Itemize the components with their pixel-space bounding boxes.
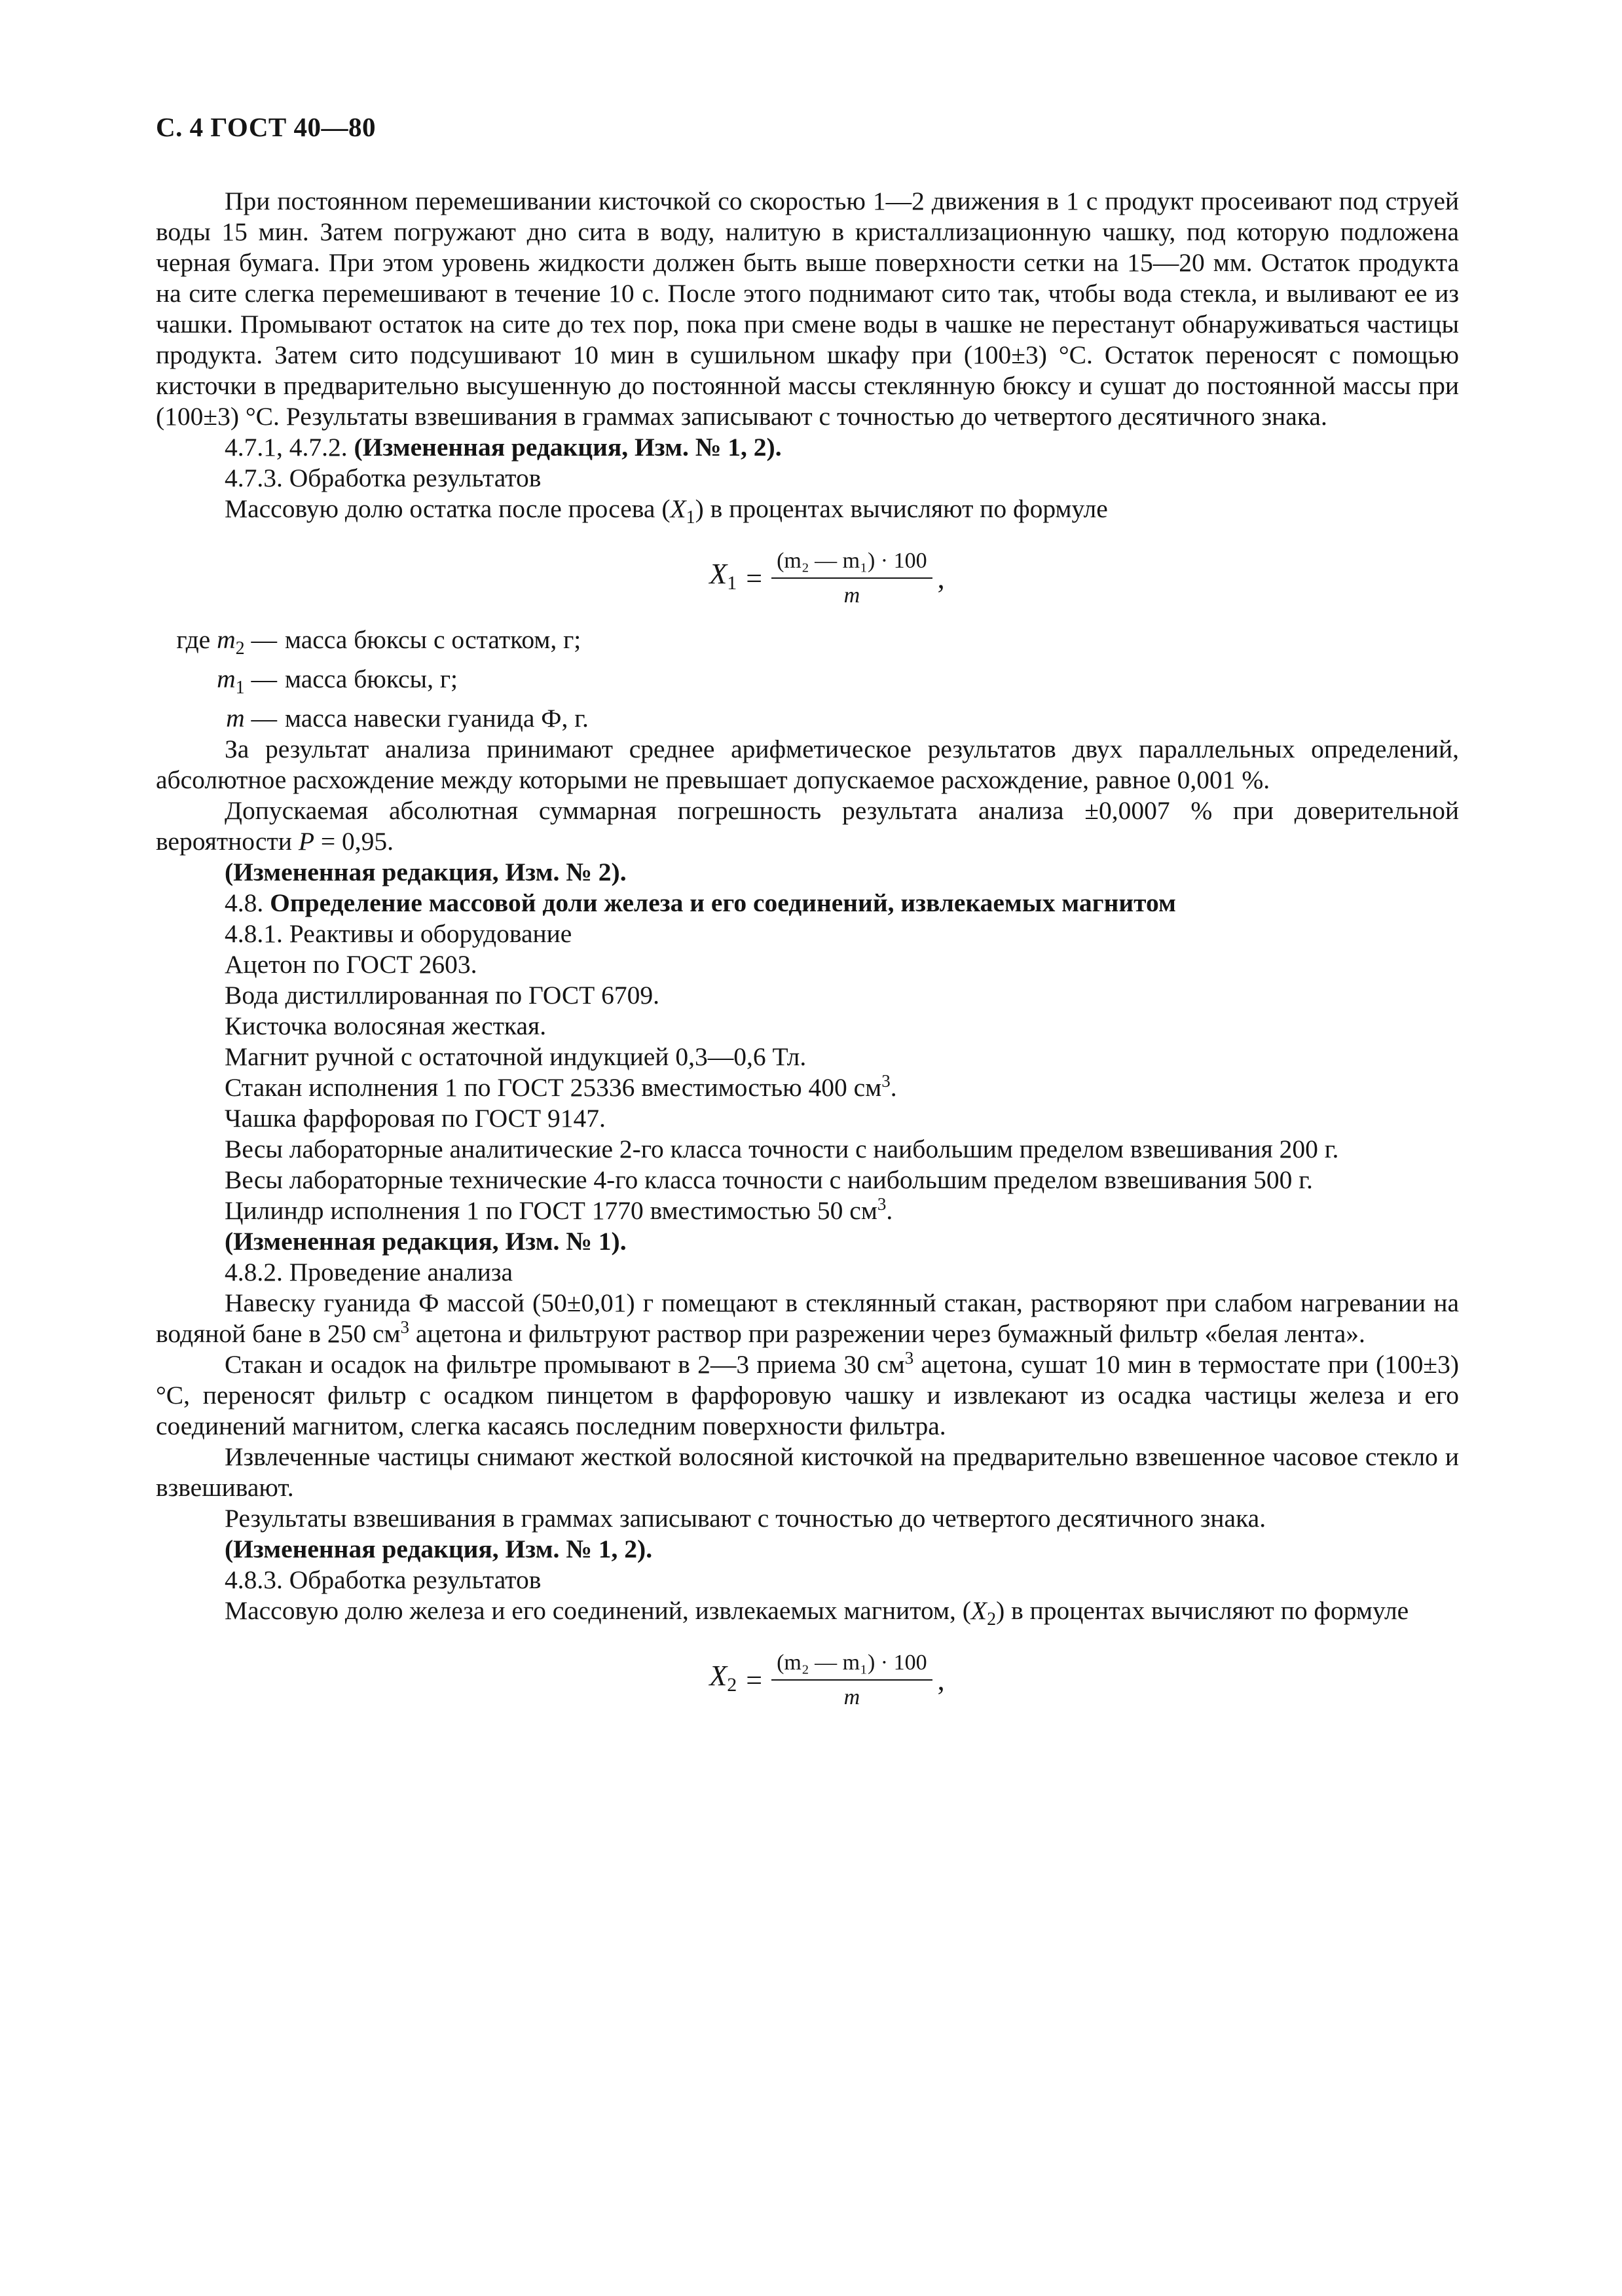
symbol: m	[217, 625, 236, 654]
variable-subscript: 2	[987, 1609, 997, 1630]
text-fragment: Массовую долю железа и его соединений, извлекаемых магнитом, (	[225, 1595, 971, 1625]
definition-text: масса бюксы с остатком, г;	[285, 625, 581, 654]
formula-lhs-subscript: 1	[727, 572, 737, 594]
formula-lhs-subscript: 2	[727, 1674, 737, 1696]
text-fragment: Допускаемая абсолютная суммарная погрешность результата анализа ±0,0007 % при доверительной вероятности	[156, 795, 1459, 856]
clause-4-8-1-title: 4.8.1. Реактивы и оборудование	[225, 919, 572, 948]
formula-comma: ,	[937, 562, 945, 595]
amendment-note: (Измененная редакция, Изм. № 1).	[225, 1226, 627, 1256]
text-fragment: ацетона, сушат 10 мин в термостате при (100±3) °С, переносят фильтр с осадком пинцетом в фарфоровую чашку и извлекают из осадка частицы железа и его соединений магнитом, слегка касаясь последним поверхности фильтра.	[156, 1349, 1459, 1440]
formula-lhs-symbol: X	[709, 1660, 728, 1692]
amendment-label: (Измененная редакция, Изм. № 1, 2).	[354, 433, 782, 462]
formula-numerator: (m₂ — m₁) · 100	[771, 1649, 932, 1681]
paragraph-weighing-precision: Результаты взвешивания в граммах записывают с точностью до четвертого десятичного знака.	[225, 1503, 1266, 1533]
paragraph-particles-weighing: Извлеченные частицы снимают жесткой волосяной кисточкой на предварительно взвешенное часовое стекло и взвешивают.	[156, 1442, 1459, 1502]
symbol-subscript: 2	[235, 638, 245, 659]
formula-intro-x1	[156, 494, 1459, 533]
formula-comma: ,	[937, 1664, 945, 1697]
amendment-note: (Измененная редакция, Изм. № 2).	[225, 857, 627, 886]
clause-4-8-2-title: 4.8.2. Проведение анализа	[225, 1257, 513, 1286]
dash: —	[251, 664, 277, 693]
text-fragment: Массовую долю остатка после просева (	[225, 494, 671, 523]
equipment-item: Кисточка волосяная жесткая.	[225, 1011, 547, 1040]
text-fragment: ) в процентах вычисляют по формуле	[996, 1595, 1409, 1625]
definition-key	[156, 703, 277, 734]
equipment-item	[156, 1195, 1459, 1226]
formula-lhs	[709, 1660, 737, 1700]
superscript: 3	[400, 1317, 410, 1337]
formula-fraction	[771, 547, 932, 610]
section-title: Определение массовой доли железа и его соединений, извлекаемых магнитом	[270, 888, 1176, 917]
definition-text: масса навески гуанида Ф, г.	[285, 703, 589, 733]
text-fragment: Стакан исполнения 1 по ГОСТ 25336 вместимостью 400 см	[225, 1072, 882, 1102]
reagent-item: Ацетон по ГОСТ 2603.	[225, 949, 477, 979]
equals-sign: =	[746, 562, 763, 595]
formula-lhs	[709, 558, 737, 598]
text-fragment: = 0,95.	[314, 826, 394, 856]
definition-key	[156, 664, 277, 703]
formula-x2	[156, 1635, 1459, 1726]
symbol-subscript: 1	[235, 677, 245, 698]
definition-key	[156, 625, 277, 664]
text-fragment: Навеску гуанида Ф массой (50±0,01) г помещают в стеклянный стакан, растворяют при слабом нагревании на водяной бане в 250 см	[156, 1288, 1459, 1348]
where-word: где	[176, 625, 211, 654]
text-fragment: .	[890, 1072, 897, 1102]
amendment-note: (Измененная редакция, Изм. № 1, 2).	[225, 1534, 653, 1563]
superscript: 3	[881, 1070, 891, 1091]
equipment-item: Весы лабораторные аналитические 2-го класса точности с наибольшим пределом взвешивания 200 г.	[225, 1134, 1339, 1163]
equipment-item	[156, 1072, 1459, 1103]
dash: —	[251, 625, 277, 654]
amendment-note-4-7-1	[156, 432, 1459, 463]
text-fragment: ) в процентах вычисляют по формуле	[695, 494, 1108, 523]
text-fragment: Стакан и осадок на фильтре промывают в 2—3 приема 30 см	[225, 1349, 905, 1379]
variable-symbol: X	[970, 1595, 987, 1625]
symbol-definitions	[156, 625, 1459, 734]
paragraph-error-tolerance	[156, 795, 1459, 857]
definition-text: масса бюксы, г;	[285, 664, 458, 693]
paragraph-sample-dissolving	[156, 1288, 1459, 1349]
formula-fraction	[771, 1649, 932, 1712]
page-body	[156, 186, 1459, 1726]
paragraph-result-average: За результат анализа принимают среднее арифметическое результатов двух параллельных определений, абсолютное расхождение между которыми не превышает допускаемое расхождение, равное 0,001 %.	[156, 734, 1459, 794]
superscript: 3	[904, 1347, 914, 1368]
running-header: С. 4 ГОСТ 40—80	[156, 112, 377, 142]
clause-4-8-3-title: 4.8.3. Обработка результатов	[225, 1565, 542, 1594]
variable-subscript: 1	[686, 507, 695, 528]
equipment-item: Чашка фарфоровая по ГОСТ 9147.	[225, 1103, 606, 1133]
section-4-8-heading	[156, 888, 1459, 919]
formula-numerator: (m₂ — m₁) · 100	[771, 547, 932, 579]
equipment-item: Магнит ручной с остаточной индукцией 0,3—0,6 Тл.	[225, 1042, 807, 1071]
variable-symbol: P	[298, 826, 314, 856]
reagent-item: Вода дистиллированная по ГОСТ 6709.	[225, 980, 660, 1010]
dash: —	[251, 703, 277, 733]
variable-symbol: X	[670, 494, 686, 523]
formula-denominator: m	[843, 1685, 860, 1710]
text-fragment: Цилиндр исполнения 1 по ГОСТ 1770 вместимостью 50 см	[225, 1195, 877, 1225]
formula-denominator: m	[843, 583, 860, 608]
symbol: m	[226, 703, 245, 733]
paragraph-filter-washing	[156, 1349, 1459, 1442]
text-fragment: ацетона и фильтруют раствор при разрежении через бумажный фильтр «белая лента».	[409, 1319, 1365, 1348]
symbol: m	[217, 664, 236, 693]
formula-lhs-symbol: X	[709, 558, 728, 591]
equipment-item: Весы лабораторные технические 4-го класса точности с наибольшим пределом взвешивания 500 г.	[225, 1165, 1313, 1194]
formula-intro-x2	[156, 1595, 1459, 1635]
equals-sign: =	[746, 1664, 763, 1697]
text-fragment: .	[886, 1195, 893, 1225]
paragraph-sieving-procedure: При постоянном перемешивании кисточкой со скоростью 1—2 движения в 1 с продукт просеивают под струей воды 15 мин. Затем погружают дно сита в воду, налитую в кристаллизационную чашку, под которую подложена черная бумага. При этом уровень жидкости должен быть выше поверхности сетки на 15—20 мм. Остаток продукта на сите слегка перемешивают в течение 10 с. После этого поднимают сито так, чтобы вода стекла, и выливают ее из чашки. Промывают остаток на сите до тех пор, пока при смене воды в чашке не перестанут обнаруживаться частицы продукта. Затем сито подсушивают 10 мин в сушильном шкафу при (100±3) °С. Остаток переносят с помощью кисточки в предварительно высушенную до постоянной массы стеклянную бюксу и сушат до постоянной массы при (100±3) °С. Результаты взвешивания в граммах записывают с точностью до четвертого десятичного знака.	[156, 187, 1459, 431]
clause-4-7-3-title: 4.7.3. Обработка результатов	[225, 464, 542, 492]
clause-number: 4.8.	[225, 888, 264, 917]
superscript: 3	[877, 1194, 887, 1214]
formula-x1	[156, 533, 1459, 625]
clause-number: 4.7.1, 4.7.2.	[225, 433, 348, 462]
